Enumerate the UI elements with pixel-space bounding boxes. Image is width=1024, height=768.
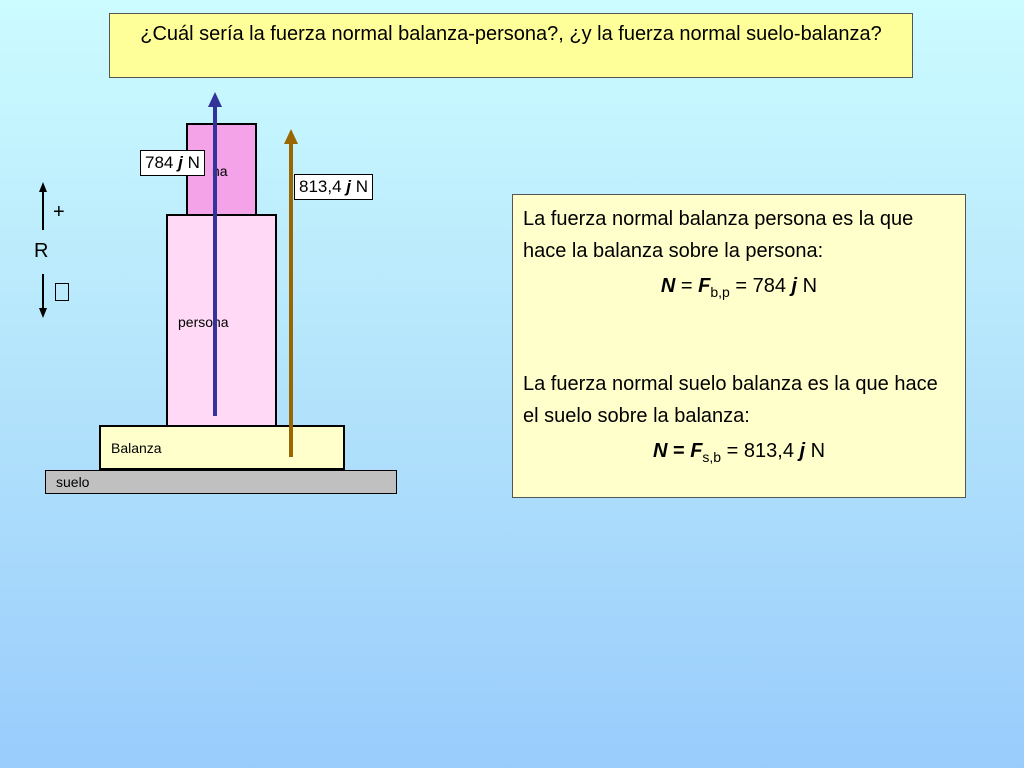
eq1-value: = 784	[729, 275, 792, 297]
axis-up-arrow	[39, 182, 47, 230]
force-scale-value: 813,4	[299, 177, 342, 196]
eq2-force: F	[690, 440, 703, 462]
force-scale-vector: j	[346, 177, 352, 196]
eq1-unit: N	[797, 275, 818, 297]
eq2-equals: =	[667, 440, 691, 462]
eq2-subscript: s,b	[702, 449, 722, 465]
eq2-value: = 813,4	[721, 440, 800, 462]
eq2-symbol: N	[652, 440, 668, 462]
eq1-vector: j	[791, 275, 798, 297]
eq2-vector: j	[799, 440, 806, 462]
eq2-unit: N	[805, 440, 826, 462]
equation-2	[523, 435, 955, 473]
axis-minus	[55, 283, 69, 301]
explanation-para-2: La fuerza normal suelo balanza es la que hace el suelo sobre la balanza:	[523, 373, 938, 427]
force-person-vector: j	[178, 153, 183, 172]
scale-label: Balanza	[111, 440, 162, 456]
equation-1	[523, 270, 955, 308]
explanation-box	[512, 194, 966, 498]
question-text: ¿Cuál sería la fuerza normal balanza-persona?, ¿y la fuerza normal suelo-balanza?	[140, 23, 882, 45]
axis-plus: +	[53, 201, 65, 223]
force-person-value: 784	[145, 153, 174, 172]
force-person-tag	[140, 150, 205, 176]
force-person-unit: N	[187, 153, 200, 172]
eq1-symbol: N	[660, 275, 676, 297]
eq1-subscript: b,p	[710, 284, 730, 300]
top-block-label: na	[212, 163, 228, 179]
force-scale-tag	[294, 174, 373, 200]
floor-label: suelo	[56, 474, 90, 490]
eq1-equals: =	[675, 275, 699, 297]
person-label: persona	[178, 314, 229, 330]
force-arrow-person	[208, 92, 222, 416]
explanation-para-1: La fuerza normal balanza persona es la que hace la balanza sobre la persona:	[523, 208, 914, 262]
axis-label: R	[34, 240, 49, 262]
force-scale-unit: N	[355, 177, 369, 196]
eq1-force: F	[698, 275, 711, 297]
axis-down-arrow	[39, 274, 47, 318]
